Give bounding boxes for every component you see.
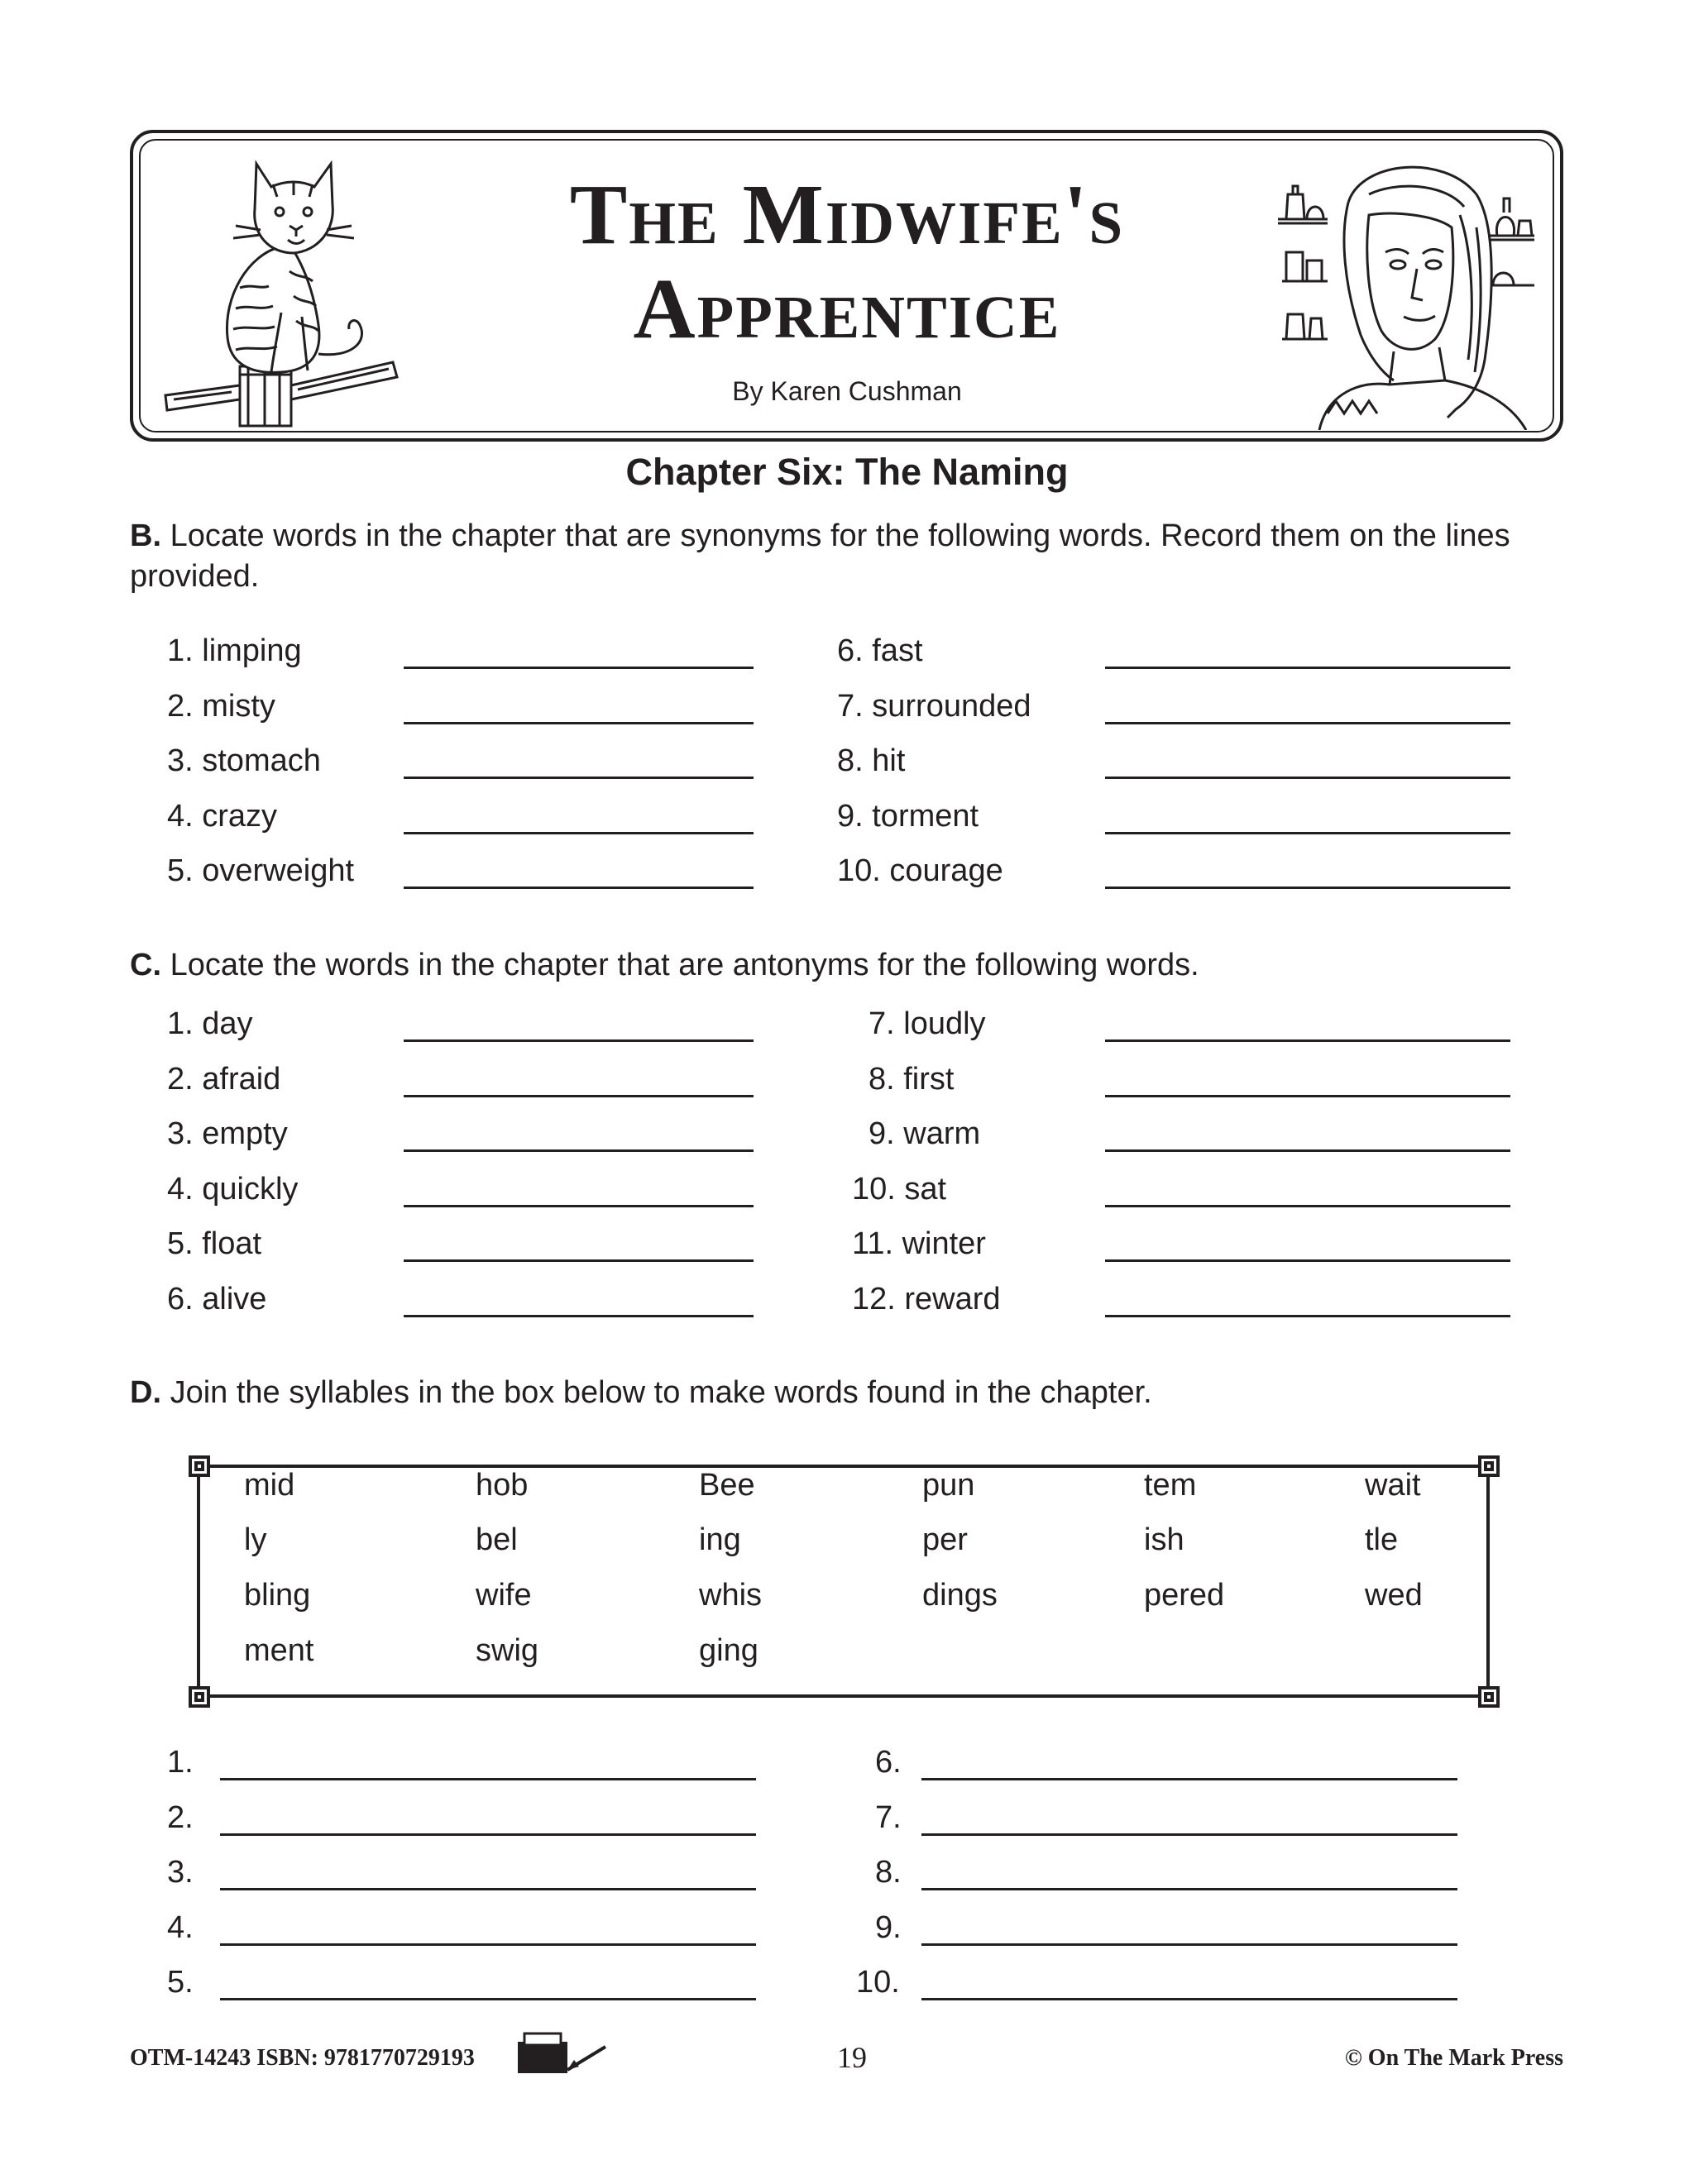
- answer-number: 10.: [856, 1965, 900, 2000]
- syllable: ging: [699, 1633, 758, 1668]
- syllable: wait: [1365, 1468, 1421, 1503]
- word-answer-line[interactable]: [220, 1778, 756, 1780]
- word-answer-line[interactable]: [921, 1998, 1457, 2000]
- chapter-title: Chapter Six: The Naming: [625, 451, 1069, 493]
- section-c-instruction: [130, 945, 1536, 986]
- word-answer-line[interactable]: [921, 1943, 1457, 1946]
- synonym-word: 8. hit: [837, 743, 906, 778]
- antonym-word: 2. afraid: [167, 1061, 281, 1097]
- title-line-2: Apprentice: [633, 261, 1061, 356]
- answer-number: 6.: [875, 1745, 902, 1780]
- syllable: tle: [1365, 1522, 1399, 1557]
- syllable: wed: [1365, 1578, 1423, 1613]
- synonym-word: 9. torment: [837, 798, 979, 834]
- section-c-text: Locate the words in the chapter that are antonyms for the following words.: [170, 948, 1199, 982]
- answer-number: 7.: [875, 1799, 902, 1835]
- syllable: dings: [922, 1578, 998, 1613]
- synonym-word: 10. courage: [837, 853, 1003, 888]
- antonym-answer-line[interactable]: [1105, 1095, 1510, 1097]
- antonym-answer-line[interactable]: [404, 1095, 754, 1097]
- synonym-word: 6. fast: [837, 633, 923, 668]
- synonym-answer-line[interactable]: [1105, 722, 1510, 724]
- antonym-word: 8. first: [869, 1061, 955, 1097]
- syllable: wife: [476, 1578, 532, 1613]
- syllable: bel: [476, 1522, 518, 1557]
- antonym-answer-line[interactable]: [1105, 1205, 1510, 1207]
- antonym-word: 11. winter: [852, 1226, 986, 1261]
- syllable: whis: [699, 1578, 763, 1613]
- section-d-letter: D.: [130, 1375, 161, 1410]
- synonym-answer-line[interactable]: [404, 667, 754, 669]
- synonym-answer-line[interactable]: [1105, 777, 1510, 779]
- syllable: ing: [699, 1522, 741, 1557]
- antonym-word: 7. loudly: [869, 1006, 986, 1041]
- antonym-word: 6. alive: [167, 1281, 267, 1317]
- antonym-word: 9. warm: [869, 1116, 981, 1151]
- footer-code: OTM-14243 ISBN: 9781770729193: [130, 2045, 475, 2071]
- midwife-portrait-illustration-icon: [1270, 145, 1543, 430]
- syllable: tem: [1144, 1468, 1197, 1503]
- synonym-word: 4. crazy: [167, 798, 278, 834]
- synonym-word: 7. surrounded: [837, 688, 1031, 724]
- antonym-answer-line[interactable]: [1105, 1149, 1510, 1152]
- syllable: bling: [244, 1578, 311, 1613]
- syllable: pun: [922, 1468, 975, 1503]
- word-answer-line[interactable]: [220, 1888, 756, 1890]
- word-answer-line[interactable]: [220, 1998, 756, 2000]
- synonym-answer-line[interactable]: [404, 722, 754, 724]
- syllable: swig: [476, 1633, 539, 1668]
- antonym-word: 12. reward: [852, 1281, 1001, 1317]
- word-answer-line[interactable]: [220, 1833, 756, 1836]
- syllable: pered: [1144, 1578, 1225, 1613]
- synonym-answer-line[interactable]: [404, 887, 754, 889]
- word-answer-line[interactable]: [220, 1943, 756, 1946]
- section-d-instruction: [130, 1373, 1536, 1413]
- page-number: 19: [837, 2041, 867, 2074]
- syllable: ly: [244, 1522, 267, 1557]
- publisher: © On The Mark Press: [1344, 2045, 1563, 2071]
- answer-number: 2.: [167, 1799, 194, 1835]
- synonym-word: 1. limping: [167, 633, 302, 668]
- section-b-instruction: [130, 516, 1536, 598]
- answer-number: 3.: [167, 1855, 194, 1890]
- syllable: ish: [1144, 1522, 1184, 1557]
- antonym-word: 3. empty: [167, 1116, 288, 1151]
- synonym-answer-line[interactable]: [1105, 667, 1510, 669]
- antonym-answer-line[interactable]: [404, 1039, 754, 1042]
- word-answer-line[interactable]: [921, 1778, 1457, 1780]
- synonym-answer-line[interactable]: [1105, 832, 1510, 834]
- syllable: hob: [476, 1468, 529, 1503]
- antonym-answer-line[interactable]: [404, 1315, 754, 1317]
- antonym-answer-line[interactable]: [404, 1205, 754, 1207]
- antonym-word: 10. sat: [852, 1171, 947, 1207]
- section-d-text: Join the syllables in the box below to make words found in the chapter.: [170, 1375, 1152, 1410]
- section-c-letter: C.: [130, 948, 161, 982]
- answer-number: 5.: [167, 1965, 194, 2000]
- author: By Karen Cushman: [732, 376, 962, 406]
- answer-number: 9.: [875, 1909, 902, 1945]
- synonym-answer-line[interactable]: [1105, 887, 1510, 889]
- antonym-answer-line[interactable]: [1105, 1259, 1510, 1262]
- section-b-text: Locate words in the chapter that are synonyms for the following words. Record them on the lines provided.: [130, 519, 1510, 595]
- answer-number: 1.: [167, 1745, 194, 1780]
- cat-illustration-icon: [157, 147, 405, 428]
- section-b-letter: B.: [130, 519, 161, 553]
- antonym-word: 5. float: [167, 1226, 262, 1261]
- syllable: Bee: [699, 1468, 755, 1503]
- answer-number: 4.: [167, 1909, 194, 1945]
- syllable: per: [922, 1522, 968, 1557]
- word-answer-line[interactable]: [921, 1833, 1457, 1836]
- antonym-answer-line[interactable]: [1105, 1315, 1510, 1317]
- answer-number: 8.: [875, 1855, 902, 1890]
- synonym-word: 2. misty: [167, 688, 275, 724]
- antonym-answer-line[interactable]: [404, 1259, 754, 1262]
- on-the-mark-logo-icon: [514, 2030, 614, 2076]
- antonym-word: 1. day: [167, 1006, 253, 1041]
- syllable: ment: [244, 1633, 314, 1668]
- syllable: mid: [244, 1468, 295, 1503]
- antonym-answer-line[interactable]: [404, 1149, 754, 1152]
- synonym-word: 3. stomach: [167, 743, 321, 778]
- title-line-1: The Midwife's: [569, 167, 1125, 262]
- antonym-word: 4. quickly: [167, 1171, 299, 1207]
- box-corner-ornaments-icon: [189, 1455, 1500, 1708]
- synonym-word: 5. overweight: [167, 853, 355, 888]
- synonym-answer-line[interactable]: [404, 777, 754, 779]
- word-answer-line[interactable]: [921, 1888, 1457, 1890]
- antonym-answer-line[interactable]: [1105, 1039, 1510, 1042]
- synonym-answer-line[interactable]: [404, 832, 754, 834]
